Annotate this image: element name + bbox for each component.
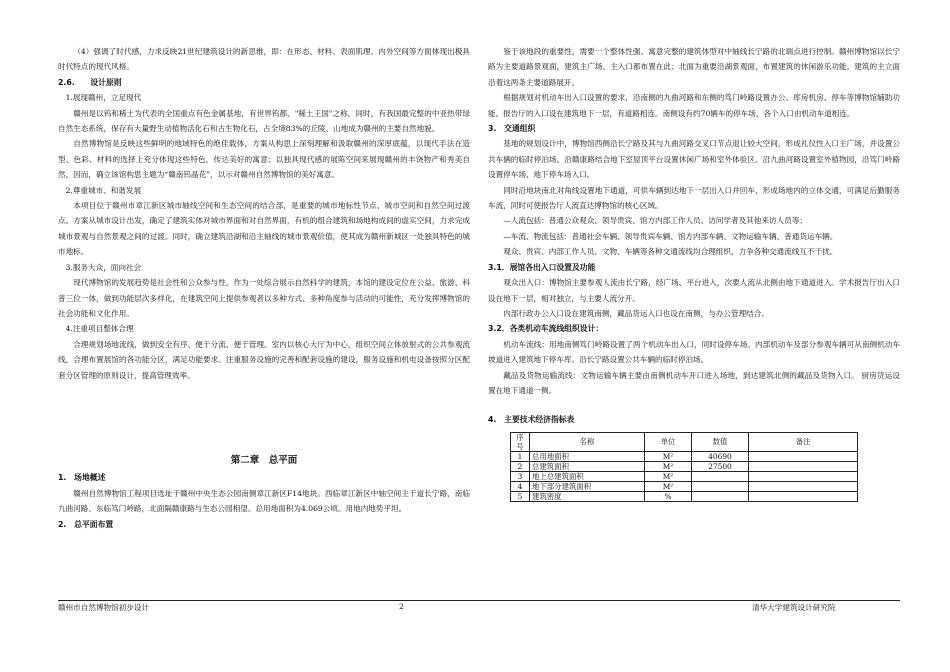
traffic-paragraph-3: 观众、贵宾、内部工作人员、文物、车辆等各种交通流线均合理组织，力争各种交通流线互不干扰。: [503, 247, 838, 257]
cell-note: [749, 461, 858, 471]
cell-name: 总建筑面积: [530, 461, 645, 471]
cell-no: 1: [511, 451, 530, 461]
footer-institute: 清华大学建筑设计研究院: [752, 603, 836, 612]
principle-4-paragraph: 合理规划场地流线，做到安全有序、便于分流、便于管理。室内以核心大厅为中心，组织空间立体放射式的公共参观流线，合理布置展馆的各功能分区，满足功能要求。注重服务设施的完善和配套设施的建设，服务设施和机电设备按照分区配套分区管理的原则设计，提高管理效率。: [58, 339, 470, 380]
heading-vehicle-routes: 3.2．各类机动车流线组织设计：: [488, 324, 604, 334]
cell-note: [749, 491, 858, 501]
traffic-people-flow: —人流包括：普通公众观众、领导贵宾、馆方内部工作人员、访问学者及其他来访人员等；: [503, 216, 807, 226]
principle-4-title: 4.注重项目整体合理: [65, 324, 134, 334]
table-row: [511, 461, 858, 471]
traffic-paragraph-1: 基地的规划设计中，博物馆西侧沿长宁路及其与九曲河路交叉口节点退让较大空间，形成礼仪性入口主广场，并设置公共车辆的临时停泊场。沿赣康路结合地下室屋顶平台设置休闲广场和室外体验区。沿九曲河路设置室外植物园，沿笃门岭路设置停车场、地下停车场入口。: [488, 139, 900, 180]
cell-unit: M²: [645, 471, 692, 481]
cell-unit: M²: [645, 461, 692, 471]
section-gap: [488, 398, 900, 412]
heading-traffic: 3. 交通组织: [488, 124, 536, 134]
vehicle-routes-paragraph-2: 藏品及货物运输流线：文物运输车辆主要由南侧机动车开口进入场地，到达建筑北侧的藏品及货物入口。 厨房货运设置在地下通道一侧。: [488, 370, 900, 395]
traffic-paragraph-2: 同时沿地块南北对角线设置地下通道，可供车辆到达地下一层出入口并回车，形成场地内的立体交通，可满足后勤服务车流，同时可使报告厅人流直达博物馆的核心区域。: [488, 185, 900, 211]
cell-name: 地上总建筑面积: [530, 471, 645, 481]
table-row: [511, 481, 858, 491]
cell-unit: %: [645, 491, 692, 501]
header-value: 数值: [692, 432, 749, 451]
principle-3-title: 3.服务大众，面向社会: [65, 262, 142, 272]
principle-1-title: 1.展现赣州，立足现代: [65, 93, 142, 103]
cell-unit: M²: [645, 451, 692, 461]
cell-unit: M²: [645, 481, 692, 491]
header-unit: 单位: [645, 432, 692, 451]
header-no: 序号: [511, 432, 530, 451]
vehicle-routes-paragraph-1: 机动车流线：用地南侧笃门岭路设置了两个机动车出入口，同时设停车场。内部机动车及部分参观车辆可从南侧机动车坡道进入建筑地下停车库。沿长宁路设置公共车辆的临时停泊场。: [488, 339, 900, 365]
cell-value: 40690: [692, 451, 749, 461]
cell-no: 4: [511, 481, 530, 491]
cell-name: 地下部分建筑面积: [530, 481, 645, 491]
heading-entrances: 3.1．展馆各出入口设置及功能: [488, 262, 596, 272]
traffic-vehicle-flow: —车流、物流包括：普通社会车辆、领导贵宾车辆、馆方内部车辆、文物运输车辆、普通货运车辆。: [503, 231, 838, 241]
table-row: [511, 491, 858, 501]
cell-note: [749, 451, 858, 461]
cell-value: [692, 491, 749, 501]
table-header-row: [511, 432, 858, 451]
cell-note: [749, 481, 858, 491]
cell-no: 2: [511, 461, 530, 471]
cell-name: 总用地面积: [530, 451, 645, 461]
heading-design-principles: 2.6. 设计原则: [58, 77, 122, 87]
cell-value: [692, 471, 749, 481]
chapter-title: 第二章 总平面: [230, 454, 298, 466]
cell-value: [692, 481, 749, 491]
cell-no: 5: [511, 491, 530, 501]
cell-value: 27500: [692, 461, 749, 471]
table-row: [511, 451, 858, 461]
entrances-paragraph-1: 观众出入口：博物馆主要参观人流由长宁路，经广场、平台进入，次要人流从北侧由地下通道进入。学术报告厅出入口设在地下一层，相对独立，与主要人流分开。: [488, 278, 900, 303]
heading-site-overview: 1. 场地概述: [58, 473, 106, 483]
header-name: 名称: [530, 432, 645, 451]
footer-divider: [58, 600, 900, 601]
intro-paragraph: （4）强调了时代感，力求反映21世纪建筑设计的新思维，即：在形态、材料、表面肌理、内外空间等方面体现出极具时代特点的现代风格。: [58, 47, 470, 72]
right-column: [488, 44, 900, 502]
header-note: 备注: [749, 432, 858, 451]
cell-note: [749, 471, 858, 481]
principle-2-title: 2.尊重城市、和谐发展: [65, 185, 142, 195]
heading-indicators: 4. 主要技术经济指标表: [488, 415, 575, 425]
site-overview-paragraph: 赣州自然博物馆工程项目选址于赣州中央生态公园南侧章江新区F14地块。西临章江新区中轴空间主干道长宁路，南临九曲河路、东临笃门岭路，北面隔赣康路与生态公园相望。总用地面积为4.069公顷。用地内地势平坦。: [58, 488, 470, 514]
indicators-table: [510, 432, 858, 502]
table-row: [511, 471, 858, 481]
left-column: [58, 44, 470, 532]
principle-1-paragraph-1: 赣州是以钨和稀土为代表的全国重点有色金属基地，有世界钨都、"稀土王国"之称，同时，有我国最完整的中亚热带绿自然生态系统，保存有大量野生动植物活化石和古生物化石，占全境83%的丘陵、山地成为赣州的主要自然地貌。: [58, 108, 470, 134]
layout-paragraph-2: 根据规划对机动车出入口设置的要求，沿南侧的九曲河路和东侧的笃门岭路设置办公、库房机房、停车等博物馆辅助功能。报告厅的入口设在建筑地下一层，有道路相连。南侧设有约70辆车的停车场，各个入口由机动车道相连。: [488, 93, 900, 118]
page-number: 2: [399, 602, 404, 611]
heading-site-layout: 2. 总平面布置: [58, 519, 114, 529]
cell-name: 建筑密度: [530, 491, 645, 501]
footer-project-name: 赣州市自然博物馆初步设计: [58, 603, 150, 612]
cell-no: 3: [511, 471, 530, 481]
section-gap: [58, 383, 470, 429]
principle-2-paragraph: 本项目位于赣州市章江新区城市轴线空间和生态空间的结合部，是重要的城市地标性节点、城市空间和自然空间过渡点。方案从城市设计出发，确定了建筑实体对城市界面和对自然界面，有机的组合建筑和场地构成间的虚实空间，力求完成城市景观与自然景观之间的过渡。同时，确立建筑沿湖和沿主轴线的城市景观价值，使其成为赣州新城区一处独具特色的城市地标。: [58, 201, 470, 257]
entrances-paragraph-2: 内部行政办公入口设在建筑南侧，藏品货运入口也设在南侧，与办公管理结合。: [503, 308, 769, 318]
layout-paragraph-1: 鉴于该地段的重要性，需要一个整体性强、寓意完整的建筑体型对中轴线长宁路的北端点进行控制。赣州博物馆以长宁路为主要道路景观面，建筑主广场、主入口都布置在此；北面为重要沿湖景观面，布置建筑的休闲游乐功能。建筑的主立面沿着这两条主要道路展开。: [488, 47, 900, 87]
principle-3-paragraph: 现代博物馆的发展趋势是社会性和公众参与性。作为一处综合展示自然科学的建筑，本馆的建设定位在公益、旅游、科普三位一体，做到功能层次多样化，在建筑空间上提供参观者以多种方式、多种角度参与活动的可能性，充分发挥博物馆的社会功能和文化作用。: [58, 278, 470, 318]
principle-1-paragraph-2: 自然博物馆是反映这些鲜明的地域特色的绝佳载体，方案从构思上深刻理解和汲取赣州的深厚底蕴，以现代手法在造型、色彩、材料的选择上充分体现这些特色，传达美好的寓意；以独具现代感的展陈空间来展现赣州的丰饶物产和秀美自然，因而，确立该馆构思主题为“赣南钨晶花”，以示对赣州自然博物馆的美好寓意。: [58, 139, 470, 180]
